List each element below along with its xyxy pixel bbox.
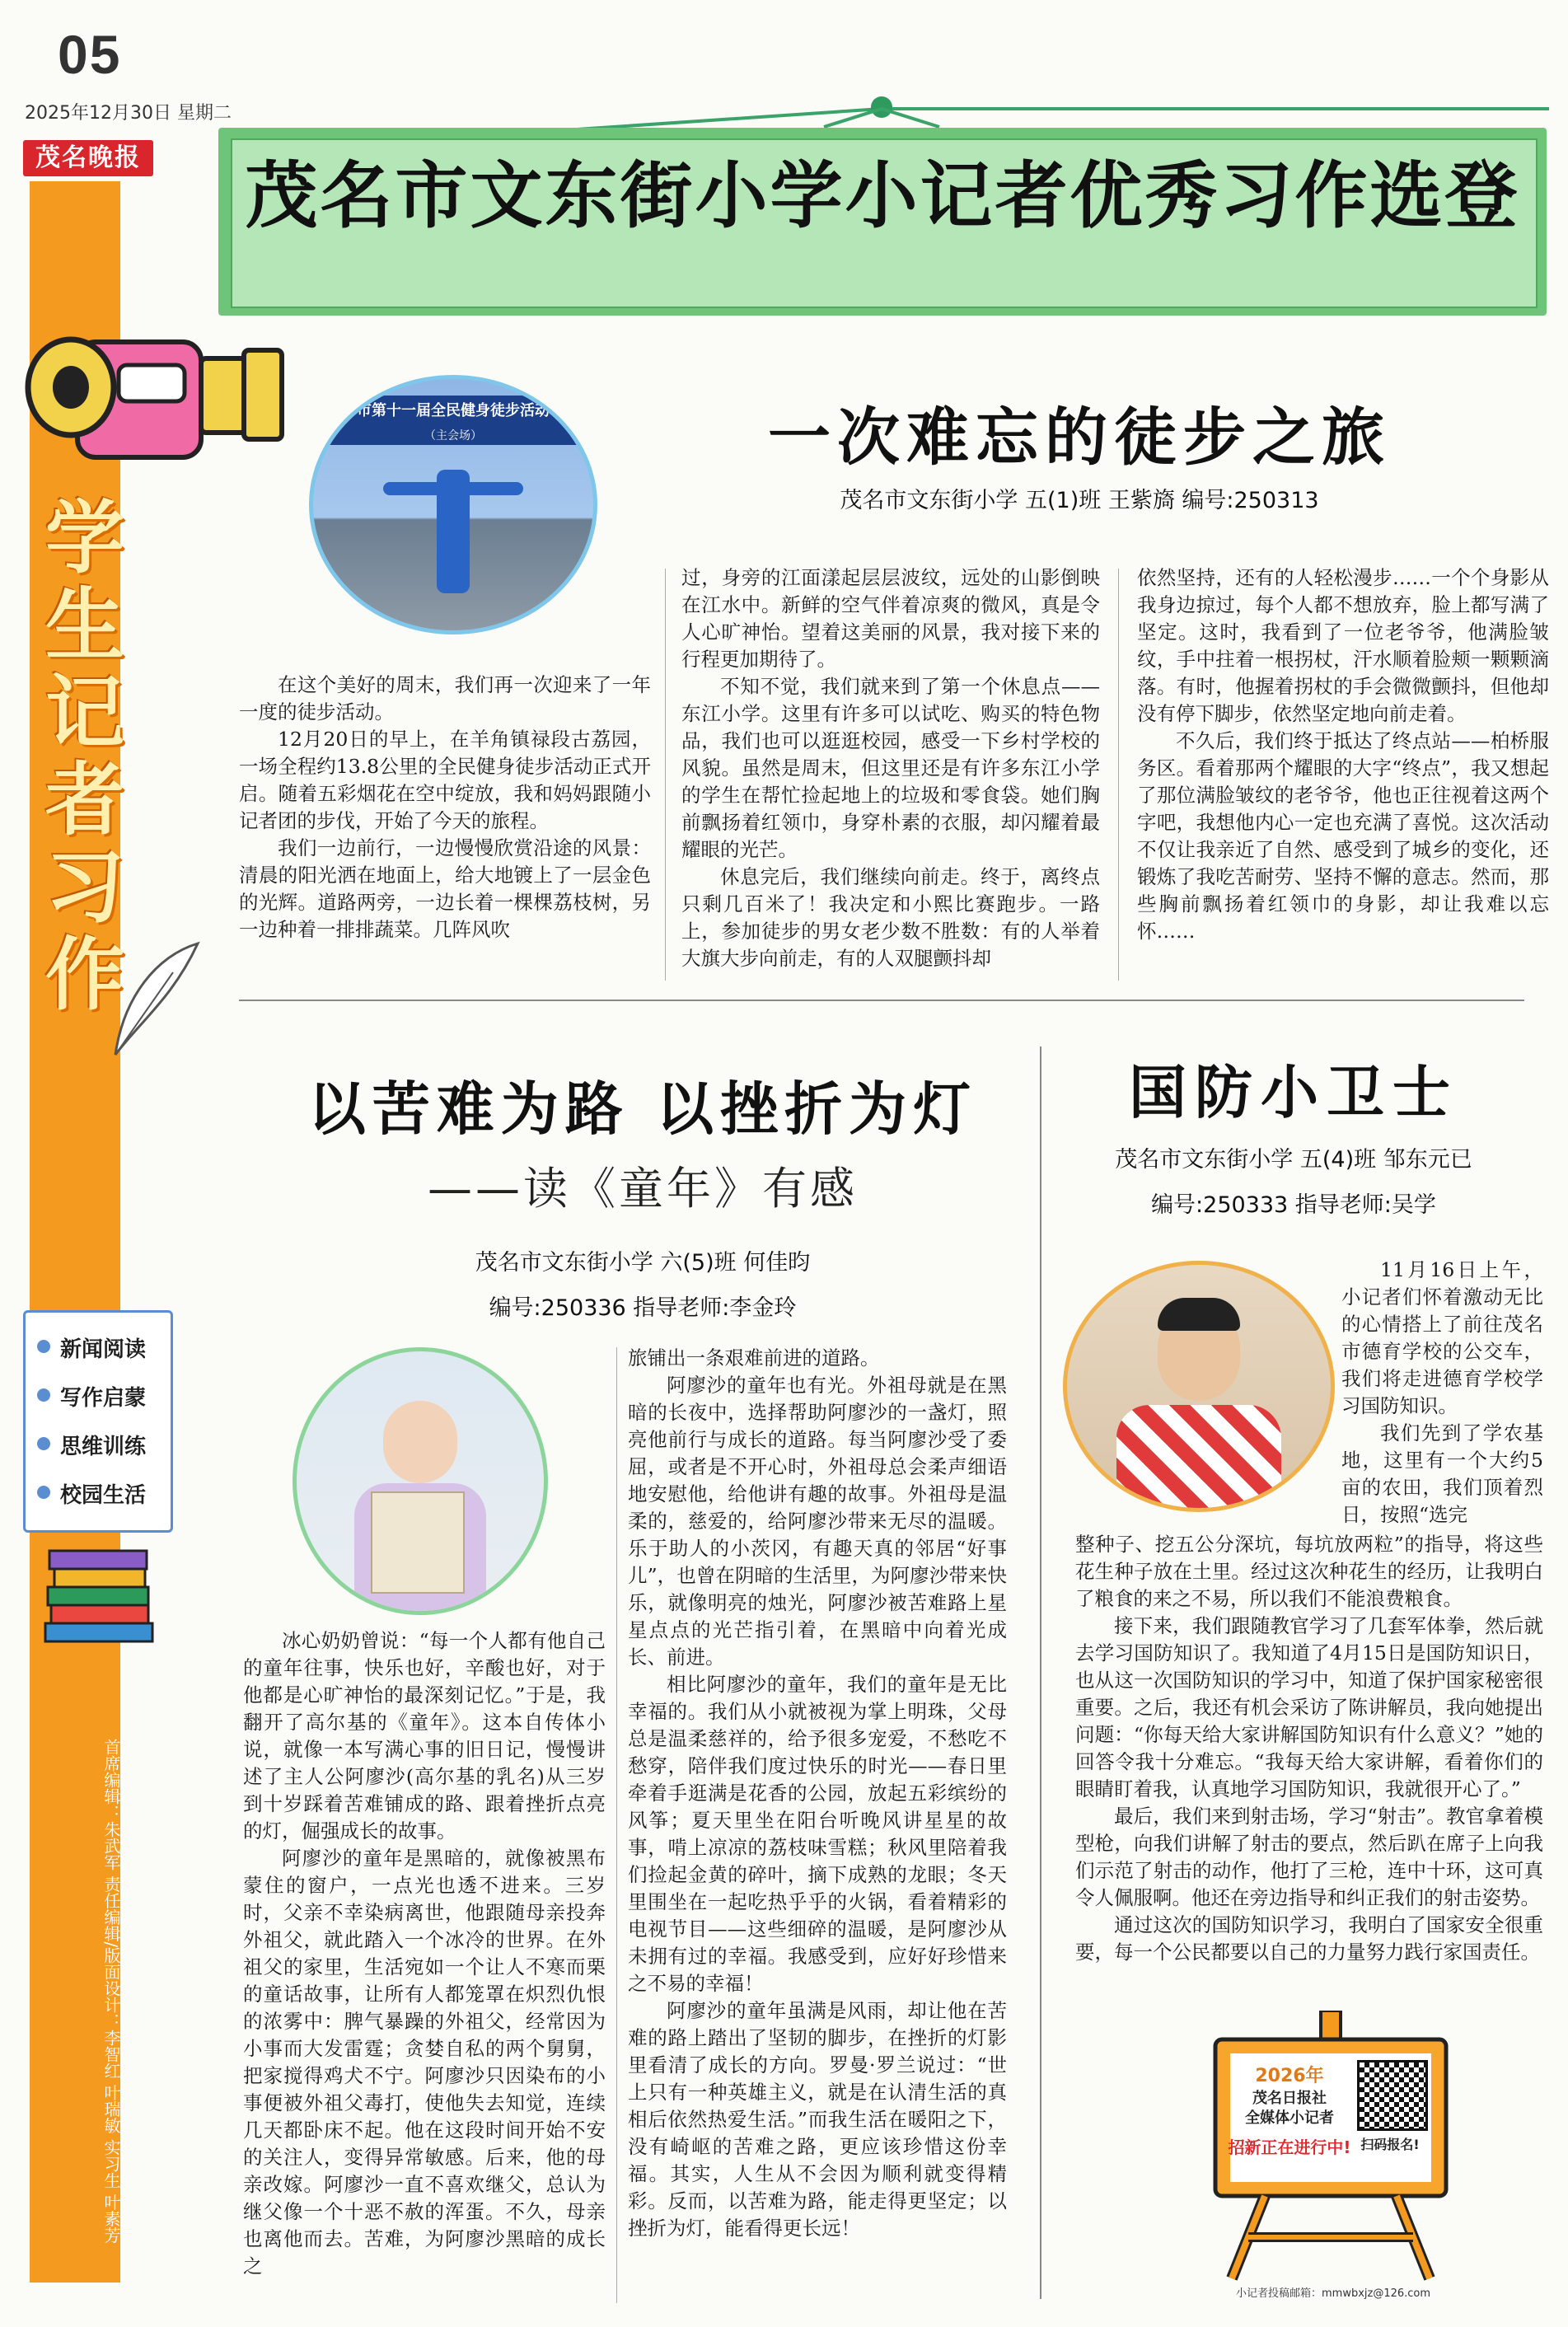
- submission-email: 小记者投稿邮箱：mmwbxjz@126.com: [1236, 2287, 1431, 2300]
- article2-number: 编号:250336 指导老师:李金玲: [489, 1295, 797, 1321]
- photo-event-banner: 市第十一届全民健身徒步活动: [313, 396, 593, 427]
- menu-item-thinking[interactable]: 思维训练: [32, 1421, 164, 1470]
- paragraph: 最后，我们来到射击场，学习“射击”。教官拿着模型枪，向我们讲解了射击的要点，然后趴在席子上向我们示范了射击的动作，他打了三枪，连中十环，这可真令人佩服啊。他还在旁边指导和纠正我们的射击姿势。: [1075, 1805, 1543, 1909]
- paragraph: 11月16日上午，小记者们怀着激动无比的心情搭上了前往茂名市德育学校的公交车，我们将走进德育学校学习国防知识。: [1341, 1258, 1543, 1417]
- paragraph: 接下来，我们跟随教官学习了几套军体拳，然后就去学习国防知识了。我知道了4月15日是国防知识日，也从这一次国防知识的学习中，知道了保护国家秘密很重要。之后，我还有机会采访了陈讲解员，我向她提出问题：“你每天给大家讲解国防知识有什么意义？”她的回答令我十分难忘。“我每天给大家讲解，看着你们的眼睛盯着我，认真地学习国防知识，我就很开心了。”: [1075, 1614, 1543, 1800]
- section-menu: [23, 1310, 173, 1533]
- section-divider: [239, 1000, 1524, 1001]
- editor-credits: 首席编辑：朱武军 责任编辑/版面设计：李智红 叶瑞敏 实习生 叶素芳: [101, 1739, 121, 2244]
- paragraph: 依然坚持，还有的人轻松漫步……一个个身影从我身边掠过，每个人都不想放弃，脸上都写满了坚定。这时，我看到了一位老爷爷，他满脸皱纹，手中拄着一根拐杖，汗水顺着脸颊一颗颗滴落。有时，他握着拐杖的手会微微颤抖，但他却没有停下脚步，依然坚定地向前走着。: [1137, 566, 1549, 725]
- paragraph: 阿廖沙的童年也有光。外祖母就是在黑暗的长夜中，选择帮助阿廖沙的一盏灯，照亮他前行与成长的道路。每当阿廖沙受了委屈，或者是不开心时，外祖母总会柔声细语地安慰他，给他讲有趣的故事。外祖母是温柔的，慈爱的，给阿廖沙带来无尽的温暖。乐于助人的小茨冈，有趣天真的邻居“好事儿”，也曾在阴暗的生活里，为阿廖沙带来快乐，就像明亮的烛光，阿廖沙被苦难路上星星点点的光芒指引着，在黑暗中向着光成长、前进。: [628, 1374, 1007, 1669]
- page-title: 茂名市文东街小学小记者优秀习作选登: [245, 152, 1520, 238]
- menu-item-writing[interactable]: 写作启蒙: [32, 1373, 164, 1421]
- article3-number: 编号:250333 指导老师:吴学: [1151, 1192, 1436, 1218]
- newspaper-logo: 茂名晚报: [23, 140, 153, 176]
- paragraph: 不久后，我们终于抵达了终点站——柏桥服务区。看着那两个耀眼的大字“终点”，我又想起了那位满脸皱纹的老爷爷，他也正往视着这两个字吧，我想他内心一定也充满了喜悦。这次活动不仅让我亲近了自然、感受到了城乡的变化，还锻炼了我吃苦耐劳、坚持不懈的意志。然而，那些胸前飘扬着红领巾的身影，却让我难以忘怀……: [1137, 729, 1549, 943]
- ad-publisher: 茂名日报社: [1252, 2090, 1327, 2107]
- menu-item-news-reading[interactable]: 新闻阅读: [32, 1324, 164, 1373]
- article1-col3: [1137, 564, 1549, 945]
- paragraph: 通过这次的国防知识学习，我明白了国家安全很重要，每一个公民都要以自己的力量努力践行家国责任。: [1075, 1913, 1543, 1964]
- paragraph: 阿廖沙的童年是黑暗的，就像被黑布蒙住的窗户，一点光也透不进来。三岁时，父亲不幸染病离世，他跟随母亲投奔外祖父，就此踏入一个冰冷的世界。在外祖父的家里，生活宛如一个让人不寒而栗的童话故事，让所有人都笼罩在炽烈仇恨的浓雾中：脾气暴躁的外祖父，经常因为小事而大发雷霆；贪婪自私的两个舅舅，把家搅得鸡犬不宁。阿廖沙只因染布的小事便被外祖父毒打，使他失去知觉，连续几天都卧床不起。他在这段时间开始不安的关注人，变得异常敏感。后来，他的母亲改嫁。阿廖沙一直不喜欢继父，总认为继父像一个十恶不赦的浑蛋。不久，母亲也离他而去。苦难，为阿廖沙黑暗的成长之: [243, 1847, 606, 2278]
- recruitment-ad[interactable]: [1207, 2011, 1454, 2283]
- article1-byline: 茂名市文东街小学 五(1)班 王紫旖 编号:250313: [840, 488, 1319, 513]
- paragraph: 旅铺出一条艰难前进的道路。: [628, 1346, 880, 1370]
- article1-col2: [681, 564, 1100, 972]
- decorative-line: [577, 76, 1549, 133]
- article2-col2: [628, 1345, 1007, 2242]
- menu-item-campus-life[interactable]: 校园生活: [32, 1470, 164, 1519]
- ad-program: 全媒体小记者: [1245, 2109, 1334, 2127]
- article2-byline: 茂名市文东街小学 六(5)班 何佳昀: [475, 1250, 811, 1276]
- issue-date: 2025年12月30日 星期二: [25, 103, 232, 124]
- quill-icon: [107, 939, 206, 1063]
- photo-paper: [371, 1491, 465, 1594]
- paragraph: 阿廖沙的童年虽满是风雨，却让他在苦难的路上踏出了坚韧的脚步，在挫折的灯影里看清了成长的方向。罗曼·罗兰说过：“世上只有一种英雄主义，就是在认清生活的真相后依然热爱生活。”而我生活在暖阳之下，没有崎岖的苦难之路，更应该珍惜这份幸福。其实，人生从不会因为顺利就变得精彩。反而，以苦难为路，能走得更坚定；以挫折为灯，能看得更长远！: [628, 1999, 1007, 2240]
- article3-byline: 茂名市文东街小学 五(4)班 邹东元已: [1115, 1147, 1472, 1173]
- article1-title: 一次难忘的徒步之旅: [768, 400, 1391, 474]
- paragraph: 过，身旁的江面漾起层层波纹，远处的山影倒映在江水中。新鲜的空气伴着凉爽的微风，真是令人心旷神怡。望着这美丽的风景，我对接下来的行程更加期待了。: [681, 566, 1100, 671]
- photo-shirt: [1116, 1405, 1281, 1512]
- photo-event-banner-sub: （主会场）: [313, 427, 593, 445]
- article2-photo: [293, 1347, 548, 1615]
- qr-code-icon[interactable]: [1357, 2060, 1428, 2131]
- column-rule: [1118, 569, 1119, 981]
- article3-intro: [1341, 1257, 1543, 1529]
- paragraph: 相比阿廖沙的童年，我们的童年是无比幸福的。我们从小就被视为掌上明珠，父母总是温柔慈祥的，给予很多宠爱，不愁吃不愁穿，陪伴我们度过快乐的时光——春日里牵着手逛满是花香的公园，放起五彩缤纷的风筝；夏天里坐在阳台听晚风讲星星的故事，啃上凉凉的荔枝味雪糕；秋风里陪着我们捡起金黄的碎叶，摘下成熟的龙眼；冬天里围坐在一起吃热乎乎的火锅，看着精彩的电视节目——这些细碎的温暖，是阿廖沙从未拥有过的幸福。我感受到，应好好珍惜来之不易的幸福！: [628, 1673, 1007, 1995]
- ad-scan-label: 扫码报名!: [1360, 2137, 1420, 2152]
- column-rule: [616, 1347, 617, 2303]
- photo-face: [383, 1401, 457, 1483]
- article2-title: 以苦难为路 以挫折为灯: [307, 1075, 978, 1143]
- article3-body: [1075, 1531, 1543, 1966]
- article2-subtitle: ——读《童年》有感: [428, 1163, 858, 1215]
- photo-arms: [383, 482, 523, 495]
- paragraph: 不知不觉，我们就来到了第一个休息点——东江小学。这里有许多可以试吃、购买的特色物品，我们也可以逛逛校园，感受一下乡村学校的风貌。虽然是周末，但这里还是有许多东江小学的学生在帮忙捡起地上的垃圾和零食袋。她们胸前飘扬着红领巾，身穿朴素的衣服，却闪耀着最耀眼的光芒。: [681, 675, 1100, 861]
- paragraph: 整种子、挖五公分深坑，每坑放两粒”的指导，将这些花生种子放在土里。经过这次种花生的经历，让我明白了粮食的来之不易，所以我们不能浪费粮食。: [1075, 1533, 1543, 1610]
- page-number: 05: [58, 24, 122, 85]
- camera-icon: [20, 325, 292, 466]
- books-icon: [41, 1533, 157, 1648]
- article3-photo: [1063, 1261, 1335, 1512]
- section-title: 学生记者习作: [45, 492, 124, 1021]
- article1-photo: [309, 375, 597, 634]
- paragraph: 在这个美好的周末，我们再一次迎来了一年一度的徒步活动。: [239, 673, 651, 723]
- article2-col1: [243, 1627, 606, 2280]
- paragraph: 12月20日的早上，在羊角镇禄段古荔园，一场全程约13.8公里的全民健身徒步活动正式开启。随着五彩烟花在空中绽放，我和妈妈跟随小记者团的步伐，开始了今天的旅程。: [239, 728, 651, 832]
- paragraph: 我们一边前行，一边慢慢欣赏沿途的风景：清晨的阳光洒在地面上，给大地镀上了一层金色的光辉。道路两旁，一边长着一棵棵荔枝树，另一边种着一排排蔬菜。几阵风吹: [239, 836, 651, 941]
- photo-hair: [1158, 1298, 1240, 1331]
- article1-col1: [239, 672, 651, 943]
- paragraph: 我们先到了学农基地，这里有一个大约5亩的农田，我们顶着烈日，按照“选完: [1341, 1421, 1543, 1526]
- ad-year: 2026年: [1255, 2066, 1324, 2086]
- article3-title: 国防小卫士: [1129, 1059, 1458, 1126]
- column-divider: [1040, 1046, 1041, 2299]
- paragraph: 休息完后，我们继续向前走。终于，离终点只剩几百米了！我决定和小熙比赛跑步。一路上，参加徒步的男女老少数不胜数：有的人举着大旗大步向前走，有的人双腿颤抖却: [681, 865, 1100, 970]
- paragraph: 冰心奶奶曾说：“每一个人都有他自己的童年往事，快乐也好，辛酸也好，对于他都是心旷神怡的最深刻记忆。”于是，我翻开了高尔基的《童年》。这本自传体小说，就像一本写满心事的旧日记，慢慢讲述了主人公阿廖沙(高尔基的乳名)从三岁到十岁踩着苦难铺成的路、跟着挫折点亮的灯，倔强成长的故事。: [243, 1629, 606, 1842]
- column-rule: [665, 569, 666, 981]
- ad-recruiting: 招新正在进行中!: [1228, 2137, 1351, 2157]
